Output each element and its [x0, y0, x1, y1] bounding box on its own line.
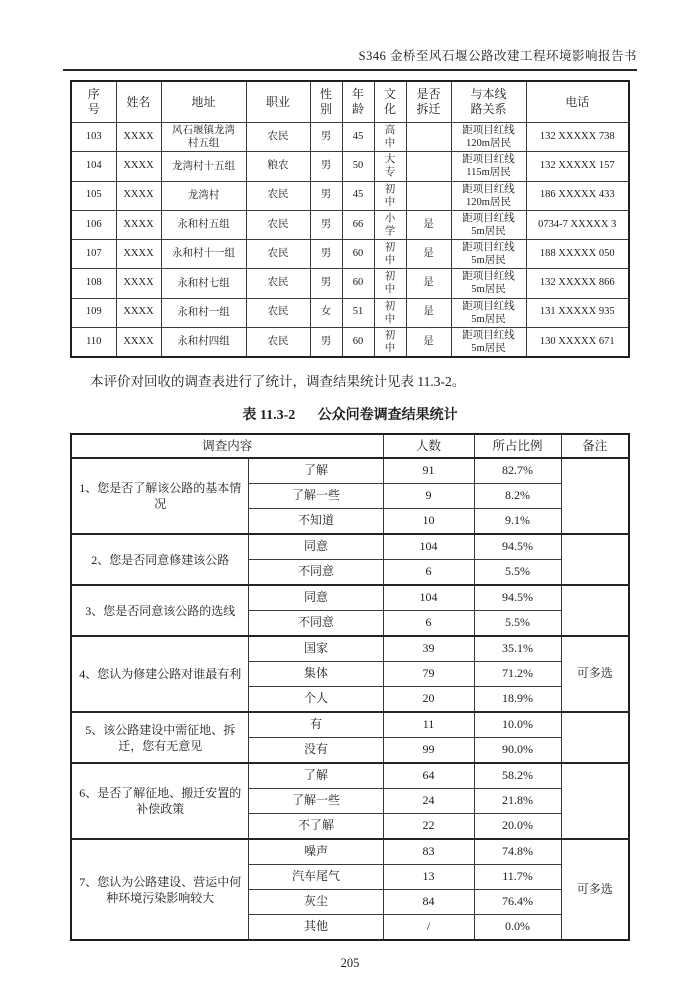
cell-address: 风石堰镇龙湾村五组	[161, 123, 246, 152]
cell-option: 了解	[249, 458, 383, 484]
cell-age: 66	[342, 210, 374, 239]
col-header-relation: 与本线路关系	[451, 81, 526, 123]
cell-percent: 11.7%	[474, 865, 561, 890]
respondent-row	[71, 123, 629, 152]
cell-percent: 94.5%	[474, 585, 561, 611]
cell-count: 6	[383, 560, 474, 586]
table-number-label: 表 11.3-2	[242, 408, 296, 424]
cell-education: 小学	[374, 210, 406, 239]
cell-count: 104	[383, 534, 474, 560]
cell-option: 集体	[249, 662, 383, 687]
cell-option: 有	[249, 712, 383, 738]
cell-option: 同意	[249, 585, 383, 611]
cell-percent: 94.5%	[474, 534, 561, 560]
respondent-row	[71, 210, 629, 239]
cell-relation: 距项目红线5m居民	[451, 210, 526, 239]
cell-education: 高中	[374, 123, 406, 152]
cell-relocated: 是	[406, 269, 451, 298]
cell-option: 其他	[249, 915, 383, 941]
cell-note	[561, 585, 629, 636]
cell-no: 106	[71, 210, 116, 239]
cell-count: 99	[383, 738, 474, 764]
page-number: 205	[340, 956, 360, 971]
cell-name: XXXX	[116, 152, 161, 181]
cell-relation: 距项目红线5m居民	[451, 269, 526, 298]
cell-count: 84	[383, 890, 474, 915]
table-title-text: 公众问卷调查结果统计	[317, 408, 458, 424]
cell-count: 64	[383, 763, 474, 789]
report-header	[63, 46, 637, 71]
cell-percent: 90.0%	[474, 738, 561, 764]
cell-note: 可多选	[561, 636, 629, 712]
cell-education: 初中	[374, 298, 406, 327]
cell-count: /	[383, 915, 474, 941]
col-header-percent: 所占比例	[474, 434, 561, 458]
cell-option: 不同意	[249, 611, 383, 637]
survey-row	[71, 534, 629, 560]
cell-note	[561, 534, 629, 585]
cell-percent: 74.8%	[474, 839, 561, 865]
cell-option: 汽车尾气	[249, 865, 383, 890]
respondent-row	[71, 152, 629, 181]
survey-header-row	[71, 434, 629, 458]
col-header-note: 备注	[561, 434, 629, 458]
cell-phone: 186 XXXXX 433	[526, 181, 629, 210]
cell-percent: 18.9%	[474, 687, 561, 713]
col-header-address: 地址	[161, 81, 246, 123]
cell-option: 灰尘	[249, 890, 383, 915]
respondent-header-row	[71, 81, 629, 123]
cell-relocated: 是	[406, 327, 451, 357]
col-header-education: 文化	[374, 81, 406, 123]
intro-paragraph: 本评价对回收的调查表进行了统计，调查结果统计见表 11.3-2。	[90, 374, 466, 389]
cell-percent: 58.2%	[474, 763, 561, 789]
respondent-row	[71, 298, 629, 327]
survey-row	[71, 585, 629, 611]
col-header-relocated: 是否拆迁	[406, 81, 451, 123]
cell-percent: 0.0%	[474, 915, 561, 941]
cell-option: 了解一些	[249, 789, 383, 814]
cell-no: 108	[71, 269, 116, 298]
cell-job: 农民	[246, 181, 310, 210]
survey-row	[71, 458, 629, 484]
cell-relocated: 是	[406, 210, 451, 239]
cell-address: 永和村四组	[161, 327, 246, 357]
cell-age: 60	[342, 269, 374, 298]
cell-question: 4、您认为修建公路对谁最有利	[71, 636, 249, 712]
cell-age: 60	[342, 327, 374, 357]
survey-table-title	[0, 404, 700, 424]
survey-row	[71, 712, 629, 738]
cell-no: 107	[71, 240, 116, 269]
cell-address: 龙湾村	[161, 181, 246, 210]
cell-gender: 男	[310, 152, 342, 181]
cell-relation: 距项目红线5m居民	[451, 327, 526, 357]
cell-count: 11	[383, 712, 474, 738]
cell-address: 龙湾村十五组	[161, 152, 246, 181]
cell-option: 同意	[249, 534, 383, 560]
cell-age: 51	[342, 298, 374, 327]
cell-name: XXXX	[116, 210, 161, 239]
cell-count: 91	[383, 458, 474, 484]
cell-option: 了解一些	[249, 484, 383, 509]
respondent-table	[70, 80, 630, 358]
cell-job: 农民	[246, 327, 310, 357]
cell-count: 20	[383, 687, 474, 713]
cell-count: 9	[383, 484, 474, 509]
cell-gender: 男	[310, 181, 342, 210]
cell-education: 初中	[374, 269, 406, 298]
cell-job: 粮农	[246, 152, 310, 181]
cell-option: 国家	[249, 636, 383, 662]
cell-option: 没有	[249, 738, 383, 764]
cell-count: 13	[383, 865, 474, 890]
cell-relocated: 是	[406, 240, 451, 269]
col-header-phone: 电话	[526, 81, 629, 123]
respondent-row	[71, 181, 629, 210]
cell-question: 3、您是否同意该公路的选线	[71, 585, 249, 636]
cell-name: XXXX	[116, 123, 161, 152]
cell-relation: 距项目红线5m居民	[451, 240, 526, 269]
cell-relocated	[406, 181, 451, 210]
cell-question: 6、是否了解征地、搬迁安置的补偿政策	[71, 763, 249, 839]
cell-gender: 男	[310, 327, 342, 357]
cell-phone: 132 XXXXX 866	[526, 269, 629, 298]
survey-table	[70, 433, 630, 941]
col-header-count: 人数	[383, 434, 474, 458]
cell-relation: 距项目红线5m居民	[451, 298, 526, 327]
cell-question: 5、该公路建设中需征地、拆迁，您有无意见	[71, 712, 249, 763]
cell-education: 初中	[374, 240, 406, 269]
cell-percent: 71.2%	[474, 662, 561, 687]
respondent-table-body	[71, 123, 629, 358]
cell-phone: 132 XXXXX 738	[526, 123, 629, 152]
cell-option: 噪声	[249, 839, 383, 865]
survey-table-body	[71, 458, 629, 940]
cell-gender: 男	[310, 240, 342, 269]
col-header-name: 姓名	[116, 81, 161, 123]
cell-job: 农民	[246, 210, 310, 239]
cell-count: 22	[383, 814, 474, 840]
cell-name: XXXX	[116, 298, 161, 327]
cell-age: 60	[342, 240, 374, 269]
cell-no: 103	[71, 123, 116, 152]
cell-count: 10	[383, 509, 474, 535]
cell-percent: 20.0%	[474, 814, 561, 840]
cell-count: 79	[383, 662, 474, 687]
cell-education: 初中	[374, 327, 406, 357]
cell-no: 109	[71, 298, 116, 327]
cell-age: 45	[342, 181, 374, 210]
cell-question: 2、您是否同意修建该公路	[71, 534, 249, 585]
cell-note	[561, 763, 629, 839]
cell-education: 初中	[374, 181, 406, 210]
survey-row	[71, 636, 629, 662]
cell-option: 个人	[249, 687, 383, 713]
cell-job: 农民	[246, 269, 310, 298]
cell-relation: 距项目红线115m居民	[451, 152, 526, 181]
cell-job: 农民	[246, 123, 310, 152]
cell-option: 不知道	[249, 509, 383, 535]
col-header-age: 年龄	[342, 81, 374, 123]
cell-count: 83	[383, 839, 474, 865]
cell-phone: 188 XXXXX 050	[526, 240, 629, 269]
cell-no: 104	[71, 152, 116, 181]
cell-no: 105	[71, 181, 116, 210]
col-header-content: 调查内容	[71, 434, 383, 458]
cell-address: 永和村十一组	[161, 240, 246, 269]
cell-relation: 距项目红线120m居民	[451, 181, 526, 210]
cell-name: XXXX	[116, 269, 161, 298]
cell-count: 39	[383, 636, 474, 662]
cell-gender: 女	[310, 298, 342, 327]
cell-phone: 130 XXXXX 671	[526, 327, 629, 357]
cell-question: 7、您认为公路建设、营运中何种环境污染影响较大	[71, 839, 249, 940]
cell-percent: 8.2%	[474, 484, 561, 509]
cell-note: 可多选	[561, 839, 629, 940]
cell-option: 不同意	[249, 560, 383, 586]
cell-name: XXXX	[116, 181, 161, 210]
cell-age: 50	[342, 152, 374, 181]
cell-address: 永和村一组	[161, 298, 246, 327]
col-header-job: 职业	[246, 81, 310, 123]
cell-address: 永和村五组	[161, 210, 246, 239]
cell-age: 45	[342, 123, 374, 152]
cell-note	[561, 712, 629, 763]
cell-count: 24	[383, 789, 474, 814]
cell-relocated: 是	[406, 298, 451, 327]
cell-education: 大专	[374, 152, 406, 181]
respondent-row	[71, 240, 629, 269]
report-title: S346 金桥至风石堰公路改建工程环境影响报告书	[358, 49, 637, 63]
cell-no: 110	[71, 327, 116, 357]
cell-percent: 21.8%	[474, 789, 561, 814]
cell-relocated	[406, 123, 451, 152]
cell-percent: 5.5%	[474, 611, 561, 637]
cell-percent: 10.0%	[474, 712, 561, 738]
cell-gender: 男	[310, 269, 342, 298]
cell-phone: 132 XXXXX 157	[526, 152, 629, 181]
cell-relocated	[406, 152, 451, 181]
respondent-row	[71, 269, 629, 298]
respondent-row	[71, 327, 629, 357]
cell-name: XXXX	[116, 327, 161, 357]
cell-percent: 82.7%	[474, 458, 561, 484]
cell-phone: 0734-7 XXXXX 3	[526, 210, 629, 239]
cell-job: 农民	[246, 298, 310, 327]
cell-gender: 男	[310, 123, 342, 152]
cell-relation: 距项目红线120m居民	[451, 123, 526, 152]
survey-row	[71, 763, 629, 789]
cell-percent: 35.1%	[474, 636, 561, 662]
cell-option: 不了解	[249, 814, 383, 840]
cell-count: 104	[383, 585, 474, 611]
col-header-no: 序号	[71, 81, 116, 123]
cell-percent: 9.1%	[474, 509, 561, 535]
cell-gender: 男	[310, 210, 342, 239]
col-header-gender: 性别	[310, 81, 342, 123]
cell-job: 农民	[246, 240, 310, 269]
cell-note	[561, 458, 629, 534]
cell-option: 了解	[249, 763, 383, 789]
cell-question: 1、您是否了解该公路的基本情况	[71, 458, 249, 534]
cell-address: 永和村七组	[161, 269, 246, 298]
cell-percent: 5.5%	[474, 560, 561, 586]
cell-name: XXXX	[116, 240, 161, 269]
cell-phone: 131 XXXXX 935	[526, 298, 629, 327]
survey-row	[71, 839, 629, 865]
cell-percent: 76.4%	[474, 890, 561, 915]
cell-count: 6	[383, 611, 474, 637]
